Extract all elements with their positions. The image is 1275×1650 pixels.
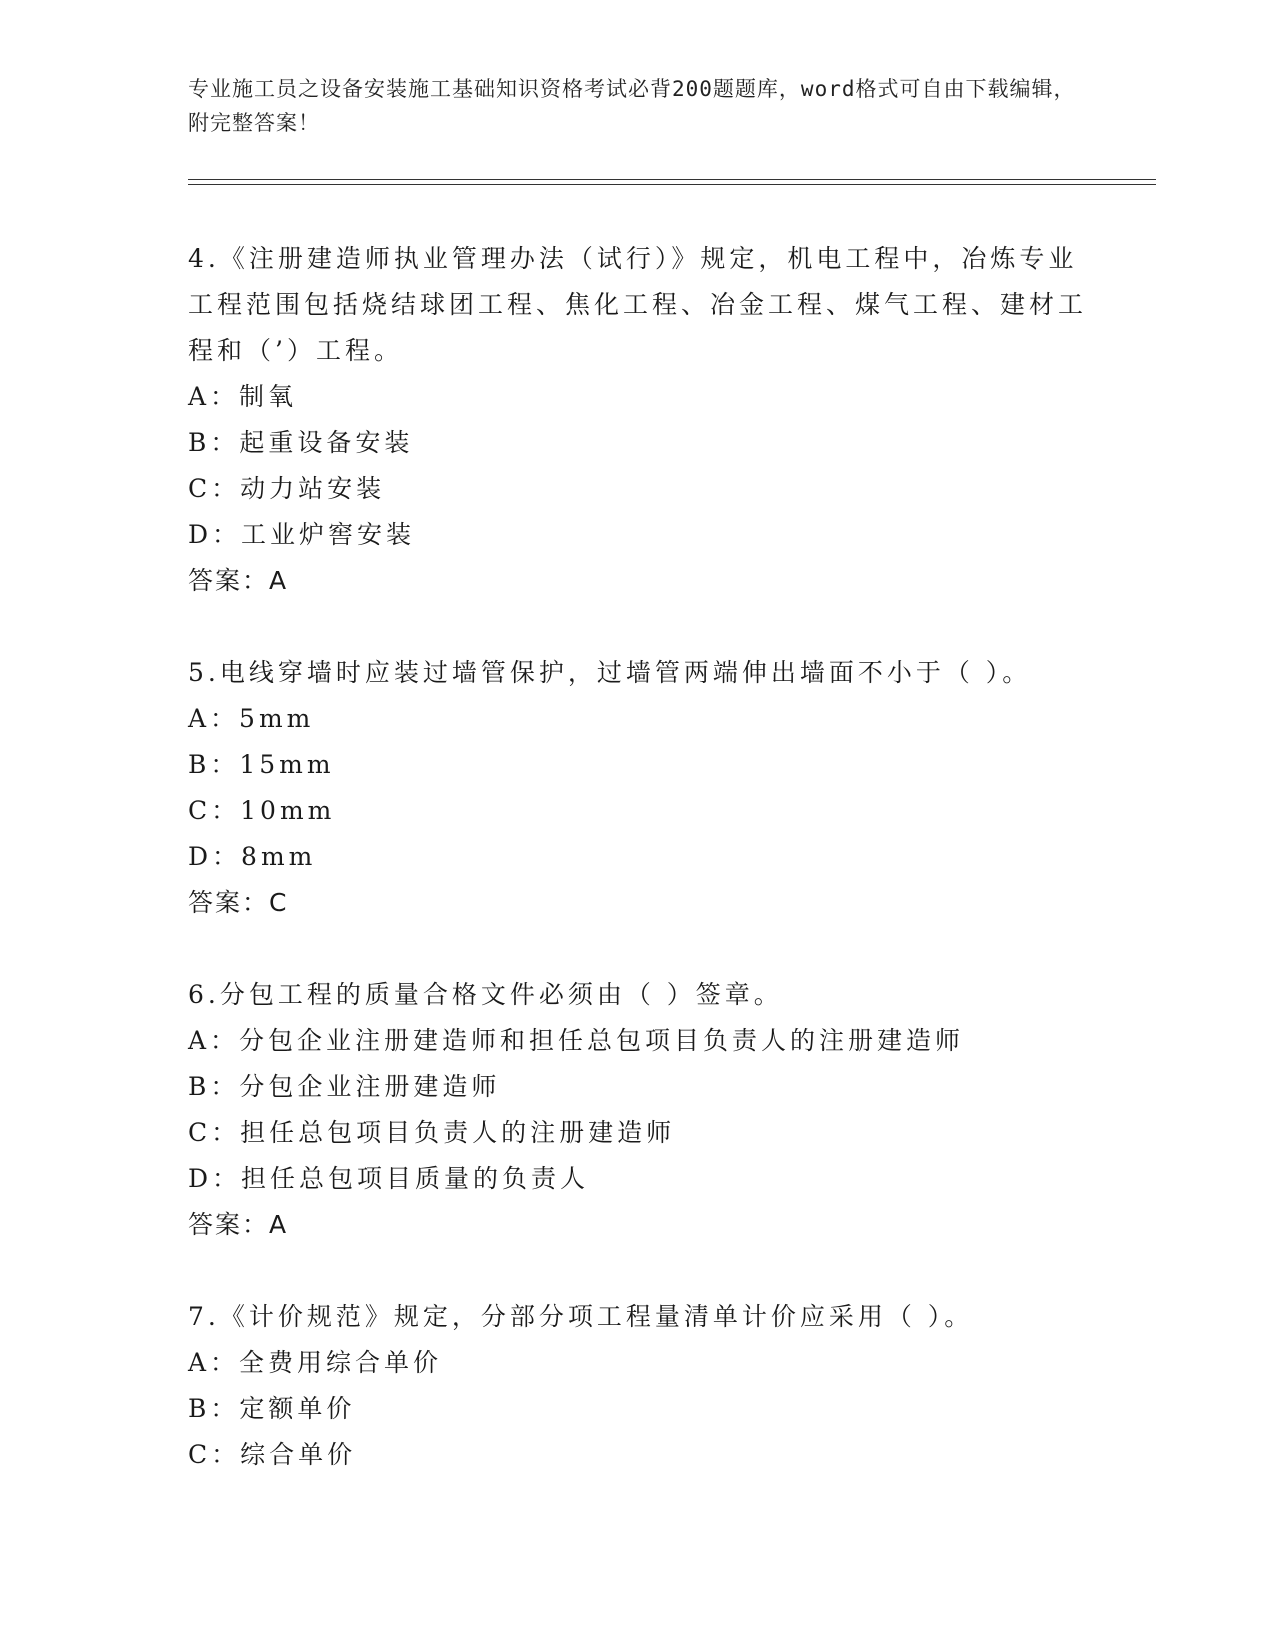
option-a: A：制氧 [188,382,298,411]
option-a: A：分包企业注册建造师和担任总包项目负责人的注册建造师 [188,1026,965,1055]
option-d: D：担任总包项目质量的负责人 [188,1164,590,1193]
question-5 [188,650,1088,926]
question-7 [188,1294,1088,1478]
option-b: B：起重设备安装 [188,428,414,457]
document-header: 专业施工员之设备安装施工基础知识资格考试必背200题题库，word格式可自由下载编辑，附完整答案！ [188,77,1076,135]
question-list [188,236,1088,1524]
option-b: B：定额单价 [188,1394,356,1423]
option-d: D：工业炉窖安装 [188,520,416,549]
header-divider-top [188,179,1156,180]
question-4 [188,236,1088,604]
option-b: B：15mm [188,750,335,779]
question-stem: 7.《计价规范》规定，分部分项工程量清单计价应采用（ ）。 [188,1302,974,1331]
answer: 答案：A [188,1210,289,1239]
question-stem: 4.《注册建造师执业管理办法（试行）》规定，机电工程中，冶炼专业工程范围包括烧结球团工程、焦化工程、冶金工程、煤气工程、建材工程和（’）工程。 [188,244,1088,365]
question-6 [188,972,1088,1248]
option-c: C：10mm [188,796,336,825]
option-b: B：分包企业注册建造师 [188,1072,501,1101]
option-d: D：8mm [188,842,317,871]
option-c: C：动力站安装 [188,474,386,503]
answer: 答案：A [188,566,289,595]
answer: 答案：C [188,888,289,917]
option-a: A：全费用综合单价 [188,1348,443,1377]
header-divider-bottom [188,184,1156,185]
question-stem: 6.分包工程的质量合格文件必须由（ ）签章。 [188,980,783,1009]
option-c: C：综合单价 [188,1440,357,1469]
question-stem: 5.电线穿墙时应装过墙管保护，过墙管两端伸出墙面不小于（ ）。 [188,658,1032,687]
option-c: C：担任总包项目负责人的注册建造师 [188,1118,676,1147]
option-a: A：5mm [188,704,315,733]
